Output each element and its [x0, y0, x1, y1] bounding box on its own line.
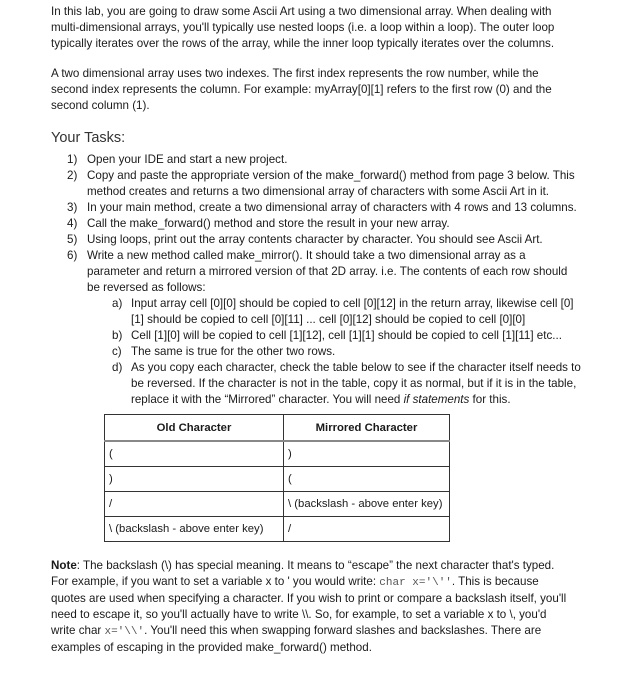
- mirrored-character-cell: ): [284, 441, 450, 467]
- task-text: In your main method, create a two dimensional array of characters with 4 rows and 13 columns.: [87, 201, 577, 214]
- note-label: Note: [51, 559, 77, 572]
- intro-paragraph-1: In this lab, you are going to draw some Ascii Art using a two dimensional array. When dealing with multi-dimensional arrays, you'll typically use nested loops (i.e. a loop within a loop). The outer loop typically iterates over the rows of the array, while the inner loop typically iterates over the columns.: [51, 5, 555, 50]
- task-number: 5): [67, 233, 78, 246]
- subtask-letter: c): [112, 345, 122, 358]
- subtask-item: [108, 344, 581, 360]
- subtask-letter: b): [112, 329, 123, 342]
- task-text: Using loops, print out the array contents character by character. You should see Ascii Art.: [87, 233, 543, 246]
- subtask-text: Input array cell [0][0] should be copied to cell [0][12] in the return array, likewise cell [0][1] should be copied to cell [0][11] ... cell [0][12] should be copied to cell [0][0]: [131, 297, 574, 326]
- table-row: [105, 492, 450, 517]
- task-number: 4): [67, 217, 78, 230]
- task-number: 2): [67, 169, 78, 182]
- table-header-row: [105, 415, 450, 442]
- code-escape-quote: char x='\'': [379, 577, 452, 589]
- task-text: Write a new method called make_mirror(). It should take a two dimensional array as a parameter and return a mirrored version of that 2D array. i.e. The contents of each row should be reversed as follows:: [87, 249, 568, 294]
- subtask-text: Cell [1][0] will be copied to cell [1][12], cell [1][1] should be copied to cell [1][11] etc...: [131, 329, 562, 342]
- task-item: [51, 200, 581, 216]
- subtasks-list: [87, 296, 581, 408]
- code-escape-backslash: x='\\': [104, 626, 145, 638]
- subtask-text-end: for this.: [469, 393, 511, 406]
- table-row: [105, 467, 450, 492]
- header-old-character: Old Character: [105, 415, 284, 442]
- header-mirrored-character: Mirrored Character: [284, 415, 450, 442]
- old-character-cell: /: [105, 492, 284, 517]
- if-statements-emphasis: if statements: [403, 393, 470, 406]
- mirrored-character-cell: (: [284, 467, 450, 492]
- task-number: 6): [67, 249, 78, 262]
- tasks-heading: Your Tasks:: [51, 130, 126, 146]
- task-item: [51, 248, 581, 408]
- mirrored-character-cell: \ (backslash - above enter key): [284, 492, 450, 517]
- old-character-cell: (: [105, 441, 284, 467]
- task-item: [51, 232, 581, 248]
- old-character-cell: \ (backslash - above enter key): [105, 517, 284, 542]
- subtask-text: The same is true for the other two rows.: [131, 345, 336, 358]
- note-text-1: : The backslash (\) has special meaning. It means to “escape” the next character that's typed. For example, if you want to set a variable x to ' you would write:: [51, 559, 555, 588]
- task-item: [51, 216, 581, 232]
- mirrored-character-cell: /: [284, 517, 450, 542]
- table-row: [105, 441, 450, 467]
- task-item: [51, 152, 581, 168]
- task-text: Open your IDE and start a new project.: [87, 153, 288, 166]
- old-character-cell: ): [105, 467, 284, 492]
- subtask-letter: d): [112, 361, 123, 374]
- task-number: 1): [67, 153, 78, 166]
- note-paragraph: [51, 558, 571, 656]
- subtask-item: [108, 328, 581, 344]
- task-text: Call the make_forward() method and store the result in your new array.: [87, 217, 450, 230]
- note-text-2: . This is because quotes are used when specifying a character. If you wish to print or compare a backslash itself, you'll need to escape it, so you'll actually have to write \\. So, for example, to set a variable x to \, you'd write char: [51, 575, 567, 637]
- intro-paragraph-2: A two dimensional array uses two indexes. The first index represents the row number, while the second index represents the column. For example: myArray[0][1] refers to the first row (0) and the second column (1).: [51, 67, 552, 112]
- subtask-letter: a): [112, 297, 123, 310]
- task-number: 3): [67, 201, 78, 214]
- table-row: [105, 517, 450, 542]
- subtask-text: As you copy each character, check the table below to see if the character itself needs to be reversed. If the character is not in the table, copy it as normal, but if it is in the table, replace it with the “Mirrored” character. You will need: [131, 361, 581, 406]
- tasks-list: [51, 152, 581, 408]
- note-text-3: . You'll need this when swapping forward slashes and backslashes. There are examples of escaping in the provided make_forward() method.: [51, 624, 542, 654]
- subtask-item: [108, 360, 581, 408]
- character-mirror-table: [104, 414, 450, 542]
- task-text: Copy and paste the appropriate version of the make_forward() method from page 3 below. This method creates and returns a two dimensional array of characters with some Ascii Art in it.: [87, 169, 575, 198]
- subtask-item: [108, 296, 581, 328]
- task-item: [51, 168, 581, 200]
